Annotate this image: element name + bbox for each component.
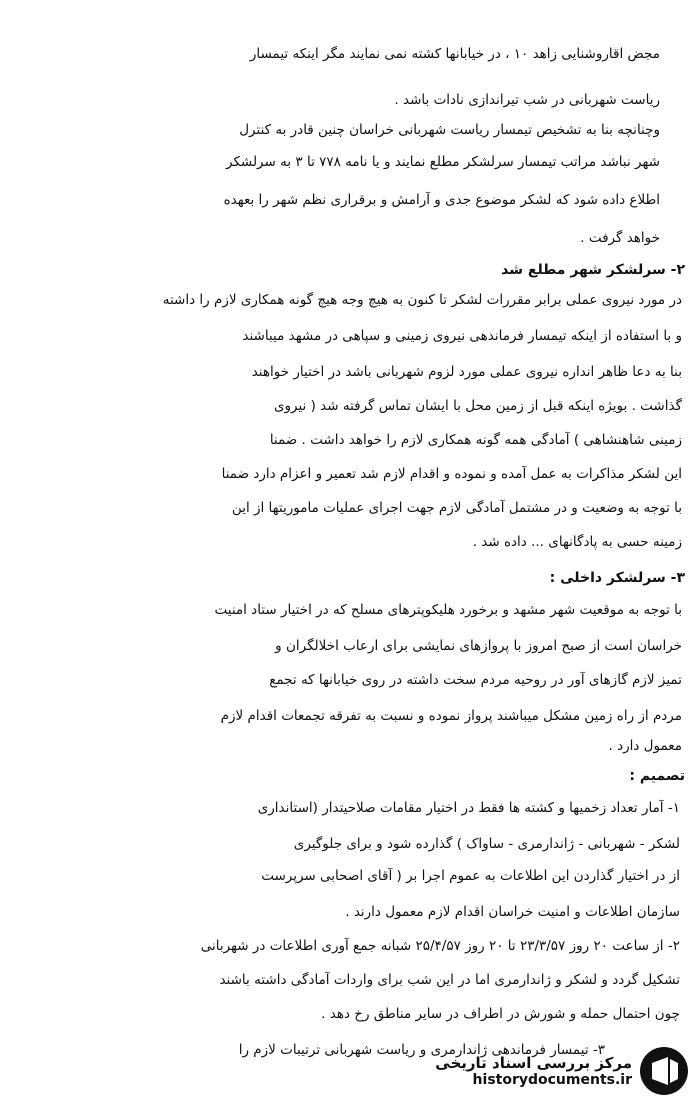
doc-line: خواهد گرفت .	[580, 230, 660, 246]
doc-line: ۲- از ساعت ۲۰ روز ۲۳/۳/۵۷ تا ۲۰ روز ۲۵/۴/۵۷ شبانه جمع آوری اطلاعات در شهربانی	[200, 938, 680, 954]
doc-line: زمینه حسی به پادگانهای ... داده شد .	[472, 534, 682, 550]
section-heading: ۳- سرلشکر داخلی :	[549, 570, 685, 586]
doc-line: از در اختیار گذاردن این اطلاعات به عموم اجرا بر ( آقای اصحابی سرپرست	[261, 868, 680, 884]
archive-logo-icon	[638, 1045, 690, 1097]
section-heading: ۲- سرلشکر شهر مطلع شد	[501, 262, 685, 278]
doc-line: با توجه به وضعیت و در مشتمل آمادگی لازم جهت اجرای عملیات ماموریتها از این	[231, 500, 682, 516]
doc-line: شهر نباشد مراتب تیمسار سرلشکر مطلع نمایند و یا نامه ۷۷۸ تا ۳ به سرلشکر	[226, 154, 660, 170]
doc-line: ۳- تیمسار فرماندهی ژاندارمری و ریاست شهربانی ترتیبات لازم را	[238, 1042, 605, 1058]
doc-line: این لشکر مذاکرات به عمل آمده و نموده و اقدام لازم شد تعمیر و اعزام دارد ضمنا	[221, 466, 682, 482]
doc-line: اطلاع داده شود که لشکر موضوع جدی و آرامش و برقراری نظم شهر را بعهده	[223, 192, 660, 208]
doc-line: ریاست شهربانی در شب تیراندازی نادات باشد .	[394, 92, 660, 108]
doc-line: با توجه به موقعیت شهر مشهد و برخورد هلیکوپترهای مسلح که در اختیار ستاد امنیت	[214, 602, 682, 618]
doc-line: در مورد نیروی عملی برابر مقررات لشکر تا کنون به هیچ وجه هیچ گونه همکاری لازم را داشته	[162, 292, 682, 308]
doc-line: لشکر - شهربانی - ژاندارمری - ساواک ) گذارده شود و برای جلوگیری	[293, 836, 680, 852]
doc-line: وچنانچه بنا به تشخیص تیمسار ریاست شهربانی خراسان چنین قادر به کنترل	[239, 122, 660, 138]
doc-line: و با استفاده از اینکه تیمسار فرماندهی نیروی زمینی و سپاهی در مشهد میباشند	[242, 328, 682, 344]
watermark-url: historydocuments.ir	[472, 1072, 632, 1088]
doc-line: سازمان اطلاعات و امنیت خراسان اقدام لازم معمول دارند .	[345, 904, 680, 920]
doc-line: چون احتمال حمله و شورش در اطراف در سایر مناطق رخ دهد .	[321, 1006, 680, 1022]
doc-line: گذاشت . بویژه اینکه قبل از زمین محل با ایشان تماس گرفته شد ( نیروی	[273, 398, 682, 414]
section-heading: تصمیم :	[629, 768, 685, 784]
watermark-title: مرکز بررسی اسناد تاریخی	[435, 1054, 632, 1072]
doc-line: مردم از راه زمین مشکل میباشند پرواز نموده و نسبت به تفرقه تجمعات اقدام لازم	[220, 708, 682, 724]
doc-line: تشکیل گردد و لشکر و ژاندارمری اما در این شب برای واردات آمادگی داشته باشند	[219, 972, 680, 988]
doc-line: زمینی شاهنشاهی ) آمادگی همه گونه همکاری لازم را خواهد داشت . ضمنا	[269, 432, 682, 448]
doc-line: خراسان است از صبح امروز با پروازهای نمایشی برای ارعاب اخلالگران و	[275, 638, 682, 654]
watermark-text	[435, 1054, 632, 1088]
doc-line: بنا به دعا ظاهر انداره نیروی عملی مورد لزوم شهربانی باشد در اختیار خواهند	[251, 364, 682, 380]
doc-line: ۱- آمار تعداد زخمیها و کشته ها فقط در اختیار مقامات صلاحیتدار (استانداری	[257, 800, 680, 816]
doc-line: معمول دارد .	[608, 738, 682, 754]
archive-watermark	[400, 1040, 690, 1102]
doc-line: تمیز لازم گازهای آور در روحیه مردم سخت داشته در روی خیابانها که تجمع	[269, 672, 682, 688]
doc-line: مجض اقاروشنایی زاهد ۱۰ ، در خیابانها کشته نمی نمایند مگر اینکه تیمسار	[249, 46, 660, 62]
